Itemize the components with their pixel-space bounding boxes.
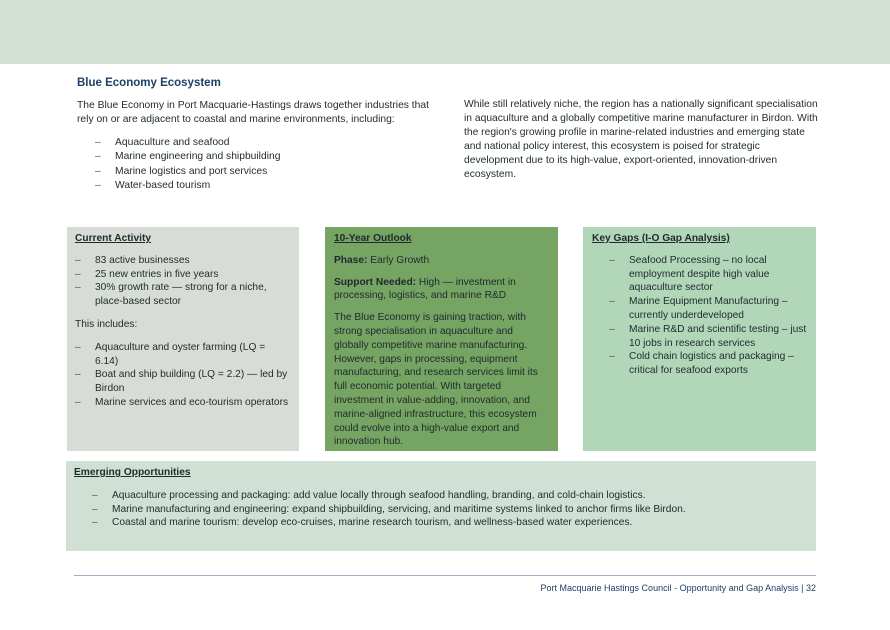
list-item: – Marine engineering and shipbuilding [95,151,281,163]
list-item: – Marine Equipment Manufacturing – currently underdeveloped [609,296,788,321]
list-item: – Seafood Processing – no local employment despite high value aquaculture sector [609,254,770,294]
top-header-band [0,0,890,64]
list-item: – Aquaculture and seafood [95,137,230,148]
support-label: Support Needed: [334,276,417,288]
section-heading: Blue Economy Ecosystem [77,77,221,89]
industry-list [77,136,432,193]
intro-right-paragraph: While still relatively niche, the region has a nationally significant specialisation in aquaculture and a globally competitive marine manufacturer in Birdon. With the region's growing profile in marine-related industries and emerging state and national policy interest, this ecosystem is poised for strategic development due to its high-value, export-oriented, innovation-driven ecosystem. [464,99,818,180]
emerging-opportunities-box [66,461,816,551]
list-item: – Cold chain logistics and packaging – critical for seafood exports [609,351,794,377]
emerging-list [74,489,808,530]
emerging-title: Emerging Opportunities [74,467,191,478]
intro-left-column [77,99,432,193]
list-item: – 25 new entries in five years [75,268,219,280]
list-item: – 30% growth rate — strong for a niche, place-based sector [75,282,267,308]
outlook-title: 10-Year Outlook [334,233,412,244]
outlook-paragraph: The Blue Economy is gaining traction, with strong specialisation in aquaculture and globally competitive marine manufacturing. However, gaps in processing, equipment manufacturing, and research services limit its full economic potential. With targeted investment in value-adding, innovation, and marine-aligned infrastructure, this ecosystem could evolve into a high-value export and innovation hub. [334,312,538,448]
outlook-box [325,227,558,451]
phase-value: Early Growth [370,254,430,266]
list-item: – Water-based tourism [95,179,211,191]
includes-label: This includes: [75,318,138,330]
current-activity-title: Current Activity [75,233,152,244]
includes-list [75,341,291,410]
list-item: – Marine services and eco-tourism operators [75,396,289,408]
list-item: – Aquaculture processing and packaging: add value locally through seafood handling, branding, and cold-chain logistics. [92,489,646,501]
footer-divider [74,575,816,576]
list-item: – 83 active businesses [75,254,190,266]
support-line [334,276,549,304]
list-item: – Aquaculture and oyster farming (LQ = 6.14) [75,341,266,367]
key-gaps-title: Key Gaps (I-O Gap Analysis) [592,233,730,244]
intro-right-column [464,98,819,181]
list-item: – Marine logistics and port services [95,165,268,177]
key-gaps-box [583,227,816,451]
phase-label: Phase: [334,254,368,266]
support-value: High — investment in processing, logistics, and marine R&D [334,276,516,302]
list-item: – Coastal and marine tourism: develop eco-cruises, marine research tourism, and wellness-based water experiences. [92,517,633,529]
page-footer: Port Macquarie Hastings Council - Opportunity and Gap Analysis | 32 [540,583,816,593]
current-activity-list [75,254,291,309]
intro-left-paragraph: The Blue Economy in Port Macquarie-Hastings draws together industries that rely on or are adjacent to coastal and marine environments, including: [77,100,429,125]
list-item: – Marine manufacturing and engineering: expand shipbuilding, servicing, and maritime systems linked to anchor firms like Birdon. [92,503,686,515]
key-gaps-list [592,254,807,378]
list-item: – Boat and ship building (LQ = 2.2) — led by Birdon [75,369,288,395]
list-item: – Marine R&D and scientific testing – just 10 jobs in research services [609,323,807,349]
current-activity-box [67,227,299,451]
phase-line [334,254,549,268]
